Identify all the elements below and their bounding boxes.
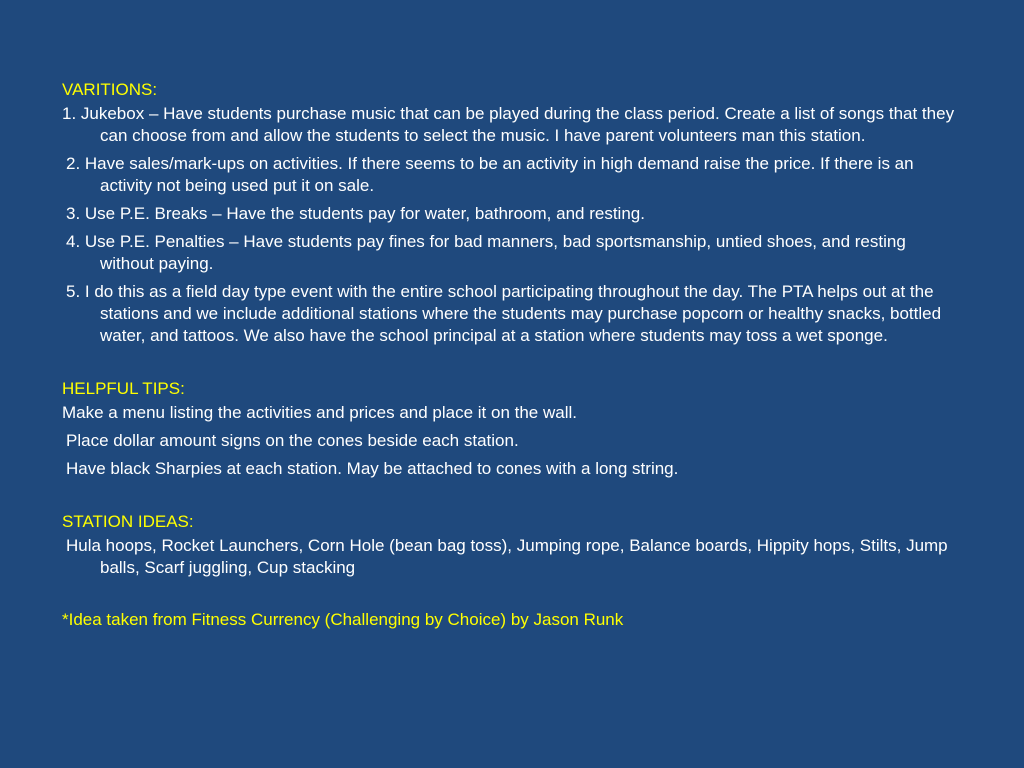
station-ideas-heading: STATION IDEAS:: [62, 512, 194, 531]
tip-item-2: Place dollar amount signs on the cones beside each station.: [66, 431, 519, 450]
variation-item-4: 4. Use P.E. Penalties – Have students pay fines for bad manners, bad sportsmanship, untied shoes, and resting without paying.: [66, 232, 906, 273]
tip-item-1: Make a menu listing the activities and prices and place it on the wall.: [62, 403, 577, 422]
station-ideas-text: Hula hoops, Rocket Launchers, Corn Hole (bean bag toss), Jumping rope, Balance boards, Hippity hops, Stilts, Jump balls, Scarf juggling, Cup stacking: [66, 536, 948, 577]
source-credit: *Idea taken from Fitness Currency (Challenging by Choice) by Jason Runk: [62, 610, 624, 629]
variation-item-2: 2. Have sales/mark-ups on activities. If there seems to be an activity in high demand raise the price. If there is an activity not being used put it on sale.: [66, 154, 914, 195]
helpful-tips-heading: HELPFUL TIPS:: [62, 379, 185, 398]
section-spacer: [62, 585, 964, 609]
section-spacer: [62, 486, 964, 511]
variation-item-5: 5. I do this as a field day type event with the entire school participating throughout the day. The PTA helps out at the stations and we include additional stations where the students may purchase popcorn or healthy snacks, bottled water, and tattoos. We also have the school principal at a station where students may toss a wet sponge.: [66, 282, 942, 345]
section-spacer: [62, 353, 964, 378]
variation-item-1: 1. Jukebox – Have students purchase music that can be played during the class period. Create a list of songs that they can choose from and allow the students to select the music. I have parent volunteers man this station.: [62, 104, 955, 145]
tip-item-3: Have black Sharpies at each station. May be attached to cones with a long string.: [66, 459, 679, 478]
variation-item-3: 3. Use P.E. Breaks – Have the students pay for water, bathroom, and resting.: [66, 204, 645, 223]
variations-heading: VARITIONS:: [62, 80, 158, 99]
